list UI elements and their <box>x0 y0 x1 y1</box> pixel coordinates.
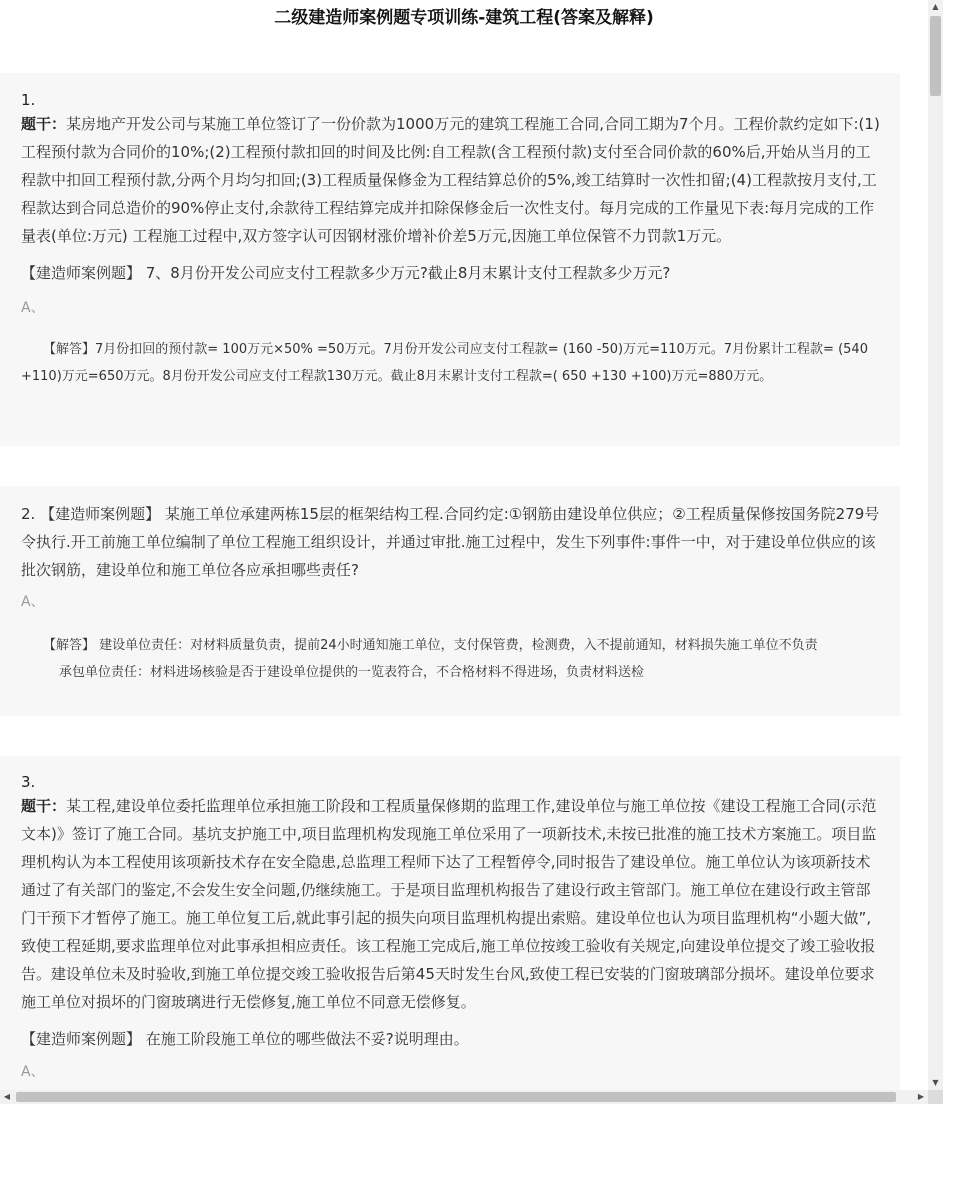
scroll-down-icon[interactable]: ▼ <box>932 1078 939 1087</box>
scrollbar-corner <box>928 1090 943 1104</box>
question-card-2 <box>0 486 900 716</box>
stem-text: 某房地产开发公司与某施工单位签订了一份价款为1000万元的建筑工程施工合同,合同工期为7个月。工程价款约定如下:(1)工程预付款为合同价的10%;(2)工程预付款扣回的时间及比例:自工程款(含工程预付款)支付至合同价款的60%后,开始从当月的工程款中扣回工程预付款,分两个月均匀扣回;(3)工程质量保修金为工程结算总价的5%,竣工结算时一次性扣留;(4)工程款按月支付,工程款达到合同总造价的90%停止支付,余款待工程结算完成并扣除保修金后一次性支付。每月完成的工作量见下表:每月完成的工作量表(单位:万元) 工程施工过程中,双方签字认可因钢材涨价增补价差5万元,因施工单位保管不力罚款1万元。 <box>21 115 880 245</box>
question-number: 1. <box>21 91 36 109</box>
question-number: 3. <box>21 773 36 791</box>
scroll-left-icon[interactable]: ◀ <box>3 1092 11 1101</box>
question-ask: 【建造师案例题】 在施工阶段施工单位的哪些做法不妥?说明理由。 <box>21 1030 469 1048</box>
option-a[interactable]: A、 <box>21 300 45 316</box>
answer-line: 承包单位责任：材料进场核验是否于建设单位提供的一览表符合，不合格材料不得进场，负责材料送检 <box>59 665 645 680</box>
vertical-scrollbar[interactable] <box>928 0 943 1090</box>
question-card-1 <box>0 73 900 446</box>
stem-text: 某工程,建设单位委托监理单位承担施工阶段和工程质量保修期的监理工作,建设单位与施工单位按《建设工程施工合同(示范文本)》签订了施工合同。基坑支护施工中,项目监理机构发现施工单位采用了一项新技术,未按已批准的施工技术方案施工。项目监理机构认为本工程使用该项新技术存在安全隐患,总监理工程师下达了工程暂停令,同时报告了建设单位。施工单位认为该项新技术通过了有关部门的鉴定,不会发生安全问题,仍继续施工。于是项目监理机构报告了建设行政主管部门。施工单位在建设行政主管部门干预下才暂停了施工。施工单位复工后,就此事引起的损失向项目监理机构提出索赔。建设单位也认为项目监理机构“小题大做”,致使工程延期,要求监理单位对此事承担相应责任。该工程施工完成后,施工单位按竣工验收有关规定,向建设单位提交了竣工验收报告。建设单位未及时验收,到施工单位提交竣工验收报告后第45天时发生台风,致使工程已安装的门窗玻璃部分损坏。建设单位要求施工单位对损坏的门窗玻璃进行无偿修复,施工单位不同意无偿修复。 <box>21 797 877 1011</box>
horizontal-scrollbar[interactable] <box>0 1090 928 1104</box>
vertical-scroll-thumb[interactable] <box>930 16 941 96</box>
question-body: 【建造师案例题】 某施工单位承建两栋15层的框架结构工程.合同约定:①钢筋由建设单位供应；②工程质量保修按国务院279号令执行.开工前施工单位编制了单位工程施工组织设计，并通过审批.施工过程中，发生下列事件:事件一中，对于建设单位供应的该批次钢筋，建设单位和施工单位各应承担哪些责任? <box>21 505 880 579</box>
option-a[interactable]: A、 <box>21 594 45 610</box>
stem-label: 题干： <box>21 797 67 815</box>
answer-explanation <box>21 632 880 686</box>
question-text <box>21 500 880 584</box>
question-number: 2. <box>21 505 36 523</box>
scroll-up-icon[interactable]: ▲ <box>932 2 939 11</box>
question-ask: 【建造师案例题】 7、8月份开发公司应支付工程款多少万元?截止8月末累计支付工程款多少万元? <box>21 264 671 282</box>
page-title: 二级建造师案例题专项训练-建筑工程(答案及解释) <box>274 8 654 28</box>
scroll-right-icon[interactable]: ▶ <box>917 1092 925 1101</box>
horizontal-scroll-thumb[interactable] <box>16 1092 896 1102</box>
question-stem <box>21 792 880 1016</box>
question-card-3 <box>0 756 900 1090</box>
stem-label: 题干： <box>21 115 67 133</box>
answer-line: 【解答】 建设单位责任：对材料质量负责，提前24小时通知施工单位，支付保管费，检测费，入不提前通知，材料损失施工单位不负责 <box>43 638 818 653</box>
option-a[interactable]: A、 <box>21 1064 45 1080</box>
answer-explanation: 【解答】7月份扣回的预付款= 100万元×50% =50万元。7月份开发公司应支付工程款= (160 -50)万元=110万元。7月份累计工程款= (540 +110)万元=650万元。8月份开发公司应支付工程款130万元。截止8月末累计支付工程款=( 650 +130 +100)万元=880万元。 <box>21 342 868 384</box>
question-stem <box>21 110 880 250</box>
